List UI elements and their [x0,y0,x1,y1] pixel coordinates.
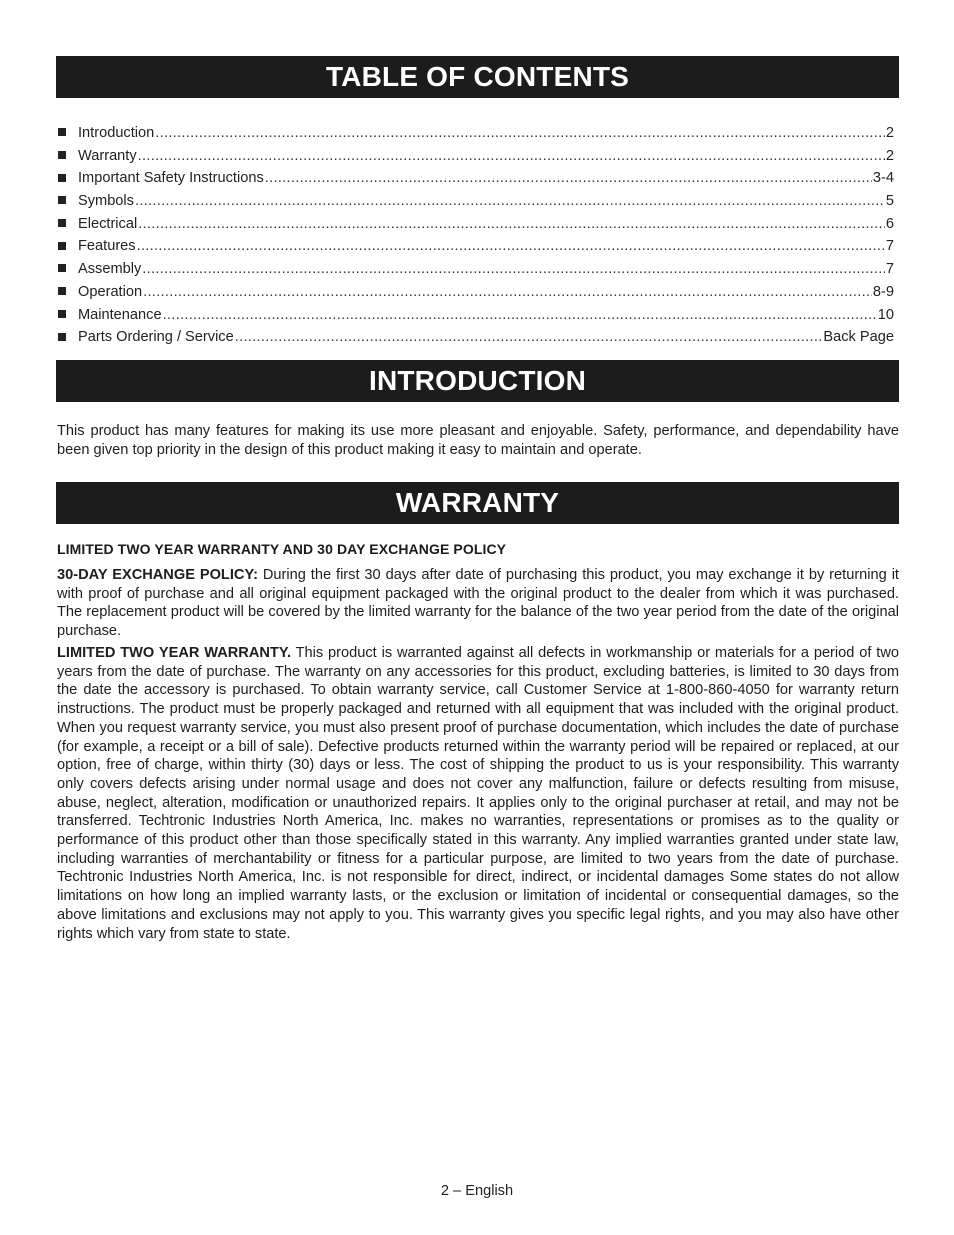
introduction-paragraph: This product has many features for making its use more pleasant and enjoyable. Safety, performance, and dependability have been given top priority in the design of this product making it easy to maintain and operate. [57,423,899,458]
dot-leader [163,304,877,327]
dot-leader [143,281,872,304]
toc-entry-page: 2 [885,147,894,164]
square-bullet-icon [58,287,66,295]
toc-entry-title: Important Safety Instructions [78,170,264,187]
toc-entry-title: Features [78,238,136,255]
dot-leader [142,258,885,281]
exchange-policy-label: 30-DAY EXCHANGE POLICY: [57,567,258,583]
toc-entry-page: Back Page [823,329,894,346]
toc-entry-operation[interactable] [58,281,894,304]
toc-entry-page: 7 [885,238,894,255]
page-footer: 2 – English [440,1183,514,1199]
square-bullet-icon [58,219,66,227]
toc-entry-page: 10 [877,306,894,323]
toc-entry-title: Symbols [78,193,134,210]
square-bullet-icon [58,242,66,250]
toc-entry-symbols[interactable] [58,190,894,213]
dot-leader [138,145,885,168]
toc-entry-title: Maintenance [78,306,162,323]
toc-heading: TABLE OF CONTENTS [56,56,899,98]
toc-entry-warranty[interactable] [58,145,894,168]
toc-entry-title: Electrical [78,215,138,232]
toc-entry-page: 3-4 [872,170,894,187]
toc-entry-title: Assembly [78,261,142,278]
toc-entry-maintenance[interactable] [58,304,894,327]
toc-entry-parts-ordering[interactable] [58,326,894,349]
square-bullet-icon [58,310,66,318]
square-bullet-icon [58,196,66,204]
toc-entry-introduction[interactable] [58,122,894,145]
toc-entry-title: Warranty [78,147,137,164]
square-bullet-icon [58,264,66,272]
toc-entry-page: 2 [885,125,894,141]
toc-entry-page: 8-9 [872,283,894,300]
dot-leader [155,122,885,145]
exchange-policy-text: During the first 30 days after date of purchasing this product, you may exchange it by returning it with proof of purchase and all original equipment packaged with the original product to the dealer from which it was purchased. The replacement product will be covered by the limited warranty for the balance of the two year period from the date of the original purchase. [57,567,899,640]
toc-entry-safety[interactable] [58,167,894,190]
toc-entry-page: 7 [885,261,894,278]
square-bullet-icon [58,151,66,159]
dot-leader [137,235,885,258]
dot-leader [135,190,885,213]
warranty-subheading: LIMITED TWO YEAR WARRANTY AND 30 DAY EXCHANGE POLICY [57,541,507,557]
limited-warranty-paragraph [57,644,899,943]
limited-warranty-label: LIMITED TWO YEAR WARRANTY. [57,645,292,661]
dot-leader [138,213,885,236]
introduction-heading: INTRODUCTION [56,360,899,402]
toc-entry-electrical[interactable] [58,213,894,236]
toc-list [58,122,894,349]
exchange-policy-paragraph [57,566,899,641]
toc-entry-page: 5 [885,193,894,210]
limited-warranty-text: This product is warranted against all defects in workmanship or materials for a period of two years from the date of purchase. The warranty on any accessories for this product, excluding batteries, is limited to 30 days from the date the accessory is purchased. To obtain warranty service, call Customer Service at 1-800-860-4050 for warranty return instructions. The product must be properly packaged and returned with all equipment that was included with the original product. When you request warranty service, you must also present proof of purchase documentation, which includes the date of purchase (for example, a receipt or a bill of sale). Defective products returned within the warranty period will be repaired or replaced, at our option, free of charge, within thirty (30) days or less. The cost of shipping the product to us is your responsibility. This warranty only covers defects arising under normal usage and does not cover any malfunction, failure or defects resulting from misuse, abuse, neglect, alteration, modification or unauthorized repairs. It applies only to the original purchaser at retail, and may not be transferred. Techtronic Industries North America, Inc. makes no warranties, representations or promises as to the quality or performance of this product other than those specifically stated in this warranty. Any implied warranties granted under state law, including warranties of merchantability or fitness for a particular purpose, are limited to two years from the date of purchase. Techtronic Industries North America, Inc. is not responsible for direct, indirect, or incidental damages Some states do not allow limitations on how long an implied warranty lasts, or the exclusion or limitation of incidental or consequential damages, so the above limitations and exclusions may not apply to you. This warranty gives you specific legal rights, and you may also have other rights which vary from state to state. [57,645,899,942]
toc-entry-assembly[interactable] [58,258,894,281]
toc-entry-title: Operation [78,283,143,300]
square-bullet-icon [58,174,66,182]
toc-entry-page: 6 [885,215,894,232]
toc-entry-title: Introduction [78,125,155,141]
dot-leader [235,326,823,349]
toc-entry-title: Parts Ordering / Service [78,329,234,346]
warranty-heading: WARRANTY [56,482,899,524]
dot-leader [265,167,872,190]
square-bullet-icon [58,128,66,136]
toc-entry-features[interactable] [58,235,894,258]
square-bullet-icon [58,333,66,341]
